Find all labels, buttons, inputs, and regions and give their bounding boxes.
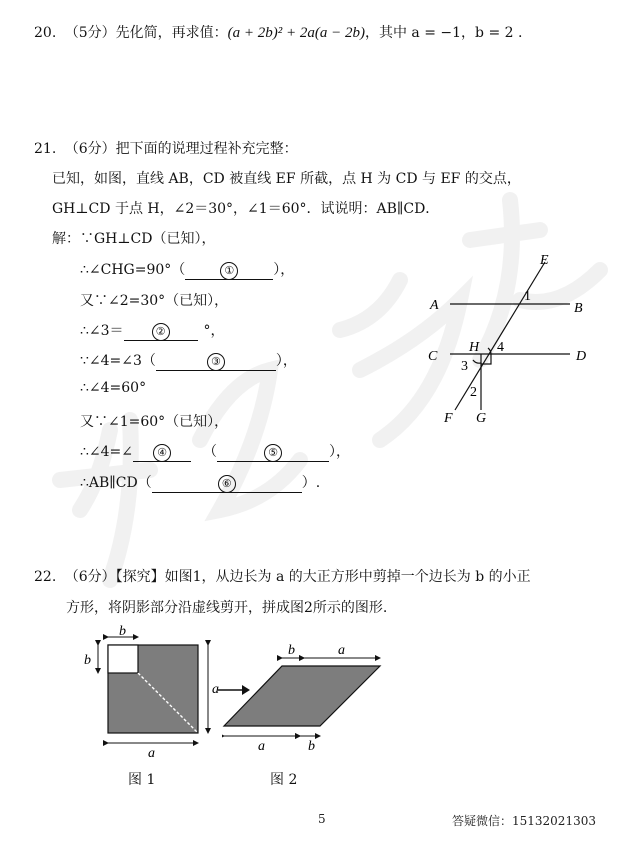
label-b-top: b (119, 625, 126, 639)
q20-expression: (a + 2b)² + 2a(a − 2b) (227, 25, 365, 41)
label-e: E (540, 253, 549, 268)
label-a-right: a (212, 682, 219, 697)
q21-score: （6分） (64, 141, 116, 157)
answer-blank-5[interactable] (217, 443, 329, 462)
answer-blank-4[interactable] (133, 443, 191, 462)
step-text: ）， (275, 353, 297, 369)
angle-3-arc (473, 360, 481, 363)
step-text: （ (203, 444, 218, 460)
q22-line1: 【探究】如图1，从边长为 a 的大正方形中剪掉一个边长为 b 的小正 (115, 569, 531, 585)
blank-marker: ⑤ (264, 444, 282, 462)
q21-step-1 (80, 259, 294, 280)
step-text: ）. (301, 475, 321, 491)
label-angle-4: 4 (497, 340, 504, 355)
fig1-caption: 图 1 (128, 772, 156, 788)
step-text: ）， (273, 262, 295, 278)
q22-figure-1 (78, 625, 228, 760)
label-angle-1: 1 (524, 289, 531, 304)
q21-step-7 (80, 441, 350, 462)
label-b-left: b (84, 653, 91, 668)
label-c: C (428, 349, 438, 364)
label-a: A (430, 298, 439, 313)
answer-blank-1[interactable] (185, 261, 273, 280)
q22-score: （6分） (64, 569, 116, 585)
q21-step-8 (80, 472, 320, 493)
step-text: ∴AB∥CD（ (80, 475, 152, 491)
blank-marker: ④ (153, 444, 171, 462)
question-22 (34, 566, 531, 586)
label-f: F (444, 411, 453, 426)
label-b: B (574, 301, 583, 316)
q21-step-4 (80, 350, 297, 371)
q21-step-2 (80, 290, 228, 310)
q20-score: （5分） (64, 25, 116, 41)
label-angle-3: 3 (461, 359, 468, 374)
q22-figure-2 (222, 640, 392, 755)
fig2-caption: 图 2 (270, 772, 298, 788)
q21-solution-intro: 解：∵GH⊥CD（已知）， (52, 231, 216, 247)
q21-step-5 (80, 380, 146, 396)
small-square-removed (108, 645, 138, 673)
q21-step-6 (80, 411, 228, 431)
step-text: ∵∠4=∠3（ (80, 353, 156, 369)
label-b-bottom-2: b (308, 739, 315, 754)
q20-suffix: ，其中 a = −1，b = 2 . (364, 25, 523, 41)
q21-figure (420, 250, 620, 430)
label-angle-2: 2 (470, 385, 477, 400)
q21-step-3 (80, 320, 225, 341)
parallelogram-shaded (224, 666, 380, 726)
page-number: 5 (318, 812, 326, 826)
q21-title: 把下面的说理过程补充完整： (115, 141, 298, 157)
footer-contact: 答疑微信：15132021303 (452, 814, 596, 828)
blank-marker: ② (152, 323, 170, 341)
label-h: H (469, 340, 480, 355)
label-a-top-2: a (338, 643, 345, 658)
step-text: ∴∠4=∠ (80, 444, 134, 460)
q20-number: 20. (34, 25, 57, 41)
step-text: 又∵∠1=60°（已知）， (80, 414, 229, 430)
q21-number: 21. (34, 141, 57, 157)
answer-blank-3[interactable] (156, 352, 276, 371)
answer-blank-2[interactable] (124, 322, 198, 341)
step-text: ∴∠4=60° (80, 380, 147, 396)
label-d: D (576, 349, 587, 364)
step-text: °， (203, 323, 225, 339)
blank-marker: ① (220, 262, 238, 280)
label-g: G (476, 411, 487, 426)
step-text: ∴∠CHG=90°（ (80, 262, 186, 278)
q22-line2: 方形，将阴影部分沿虚线剪开，拼成图2所示的图形. (66, 600, 388, 616)
step-text: ∴∠3＝ (80, 323, 124, 339)
label-b-top-2: b (288, 643, 295, 658)
q20-prefix: 先化简，再求值： (115, 25, 228, 41)
blank-marker: ③ (207, 353, 225, 371)
question-21-header (34, 138, 298, 158)
q22-number: 22. (34, 569, 57, 585)
answer-blank-6[interactable] (152, 474, 302, 493)
step-text: ）， (329, 444, 351, 460)
q21-given-line2: GH⊥CD 于点 H，∠2＝30°，∠1＝60°．试说明：AB∥CD． (52, 201, 440, 217)
blank-marker: ⑥ (218, 475, 236, 493)
q21-given-line1: 已知，如图，直线 AB，CD 被直线 EF 所截，点 H 为 CD 与 EF 的交点， (52, 171, 521, 187)
label-a-bottom-2: a (258, 739, 265, 754)
question-20 (34, 22, 522, 42)
label-a-bottom: a (148, 746, 155, 760)
line-ef (455, 262, 545, 410)
step-text: 又∵∠2=30°（已知）， (80, 293, 229, 309)
